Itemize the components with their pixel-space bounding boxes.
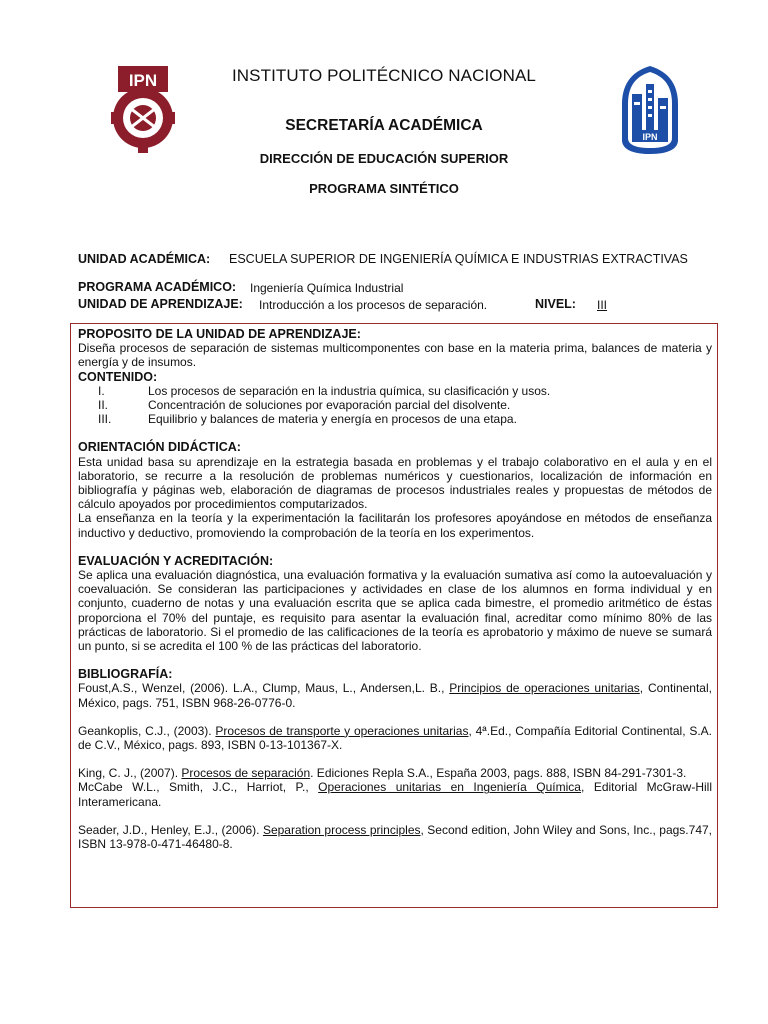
- bib-details: . Ediciones Repla S.A., España 2003, pags. 888, ISBN 84-291-7301-3.: [310, 766, 687, 781]
- programa-heading: PROGRAMA SINTÉTICO: [309, 181, 459, 196]
- unidad-aprendizaje-label: [78, 297, 243, 311]
- bib-authors: McCabe W.L., Smith, J.C., Harriot, P.,: [78, 780, 319, 795]
- list-item-text: Los procesos de separación en la industria química, su clasificación y usos.: [148, 383, 551, 398]
- orientacion-heading: ORIENTACIÓN DIDÁCTICA:: [78, 440, 241, 455]
- list-item: [78, 384, 712, 398]
- unidad-academica-label: UNIDAD ACADÉMICA:: [78, 252, 211, 266]
- institution-title: INSTITUTO POLITÉCNICO NACIONAL: [231, 66, 536, 85]
- proposito-text: Diseña procesos de separación de sistemas multicomponentes con base en la materia prima, balances de materia y energía y de insumos.: [78, 341, 712, 370]
- list-item-number: II.: [98, 398, 109, 413]
- orientacion-paragraph-2: La enseñanza en la teoría y la experimentación la facilitarán los profesores apoyándose en métodos de enseñanza inductivo y deductivo, promoviendo la comprobación de la teoría en los experimentos.: [78, 511, 712, 540]
- orientacion-paragraph-1: Esta unidad basa su aprendizaje en la estrategia basada en problemas y el trabajo colaborativo en el aula y en el laboratorio, se recurre a la resolución de problemas numéricos y cuestionarios, localización de información en bibliografía y páginas web, elaboración de diagramas de procesos industriales reales y propuestas de métodos de cálculo apoyados por procedimientos computarizados.: [78, 454, 712, 512]
- content-body: [78, 327, 712, 851]
- nivel-value: III: [597, 298, 608, 312]
- programa-academico-label-text: PROGRAMA ACADÉMICO:: [78, 280, 237, 294]
- bib-title: Operaciones unitarias en Ingeniería Química: [318, 780, 581, 795]
- list-item-text: Equilibrio y balances de materia y energía en procesos de una etapa.: [148, 412, 517, 427]
- bibliografia-heading: BIBLIOGRAFÍA:: [78, 667, 173, 682]
- bib-details: , Editorial McGraw-Hill Interamericana.: [78, 780, 712, 809]
- bib-authors: Foust,A.S., Wenzel, (2006). L.A., Clump, Maus, L., Andersen,L. B.,: [78, 681, 450, 696]
- programa-academico-label: [78, 280, 236, 294]
- bib-title: Procesos de transporte y operaciones unitarias: [215, 723, 469, 738]
- bibliography-entry-king: [78, 766, 712, 780]
- bib-details: , 4ª.Ed., Compañía Editorial Continental, S.A. de C.V., México, pags. 893, ISBN 0-13-101367-X.: [78, 723, 712, 753]
- bib-authors: King, C. J., (2007).: [78, 766, 182, 781]
- bib-title: Principios de operaciones unitarias: [449, 681, 640, 696]
- programa-academico-value: Ingeniería Química Industrial: [250, 281, 404, 295]
- list-item-text: Concentración de soluciones por evaporación parcial del disolvente.: [148, 398, 511, 413]
- contenido-list: [78, 384, 712, 427]
- unidad-academica-row: [78, 252, 210, 266]
- bibliography-entry-mccabe: [78, 780, 712, 808]
- bibliography-entry-geankoplis: [78, 724, 712, 752]
- esiqie-logo-text: IPN: [642, 132, 658, 142]
- bibliography-entry-seader: [78, 823, 712, 851]
- bib-details: , Second edition, John Wiley and Sons, Inc., pags.747, ISBN 13-978-0-471-46480-8.: [78, 822, 712, 852]
- bib-title: Procesos de separación: [181, 766, 311, 781]
- evaluacion-text: Se aplica una evaluación diagnóstica, una evaluación formativa y la evaluación sumativa así como la autoevaluación y coevaluación. Se consideran las participaciones y actividades en clase de los alumnos en forma individual y en conjunto, cuaderno de notas y una evaluación escrita que se aplica cada bimestre, el promedio aritmético de éstas proporciona el 70% del puntaje, es requisito para asentar la evaluación final, acreditar como mínimo 80% de las prácticas de laboratorio. Si el promedio de las calificaciones de la teoría es aprobatorio y máximo de nueve se sumará un punto, si se acredita el 100 % de las prácticas del laboratorio.: [78, 568, 712, 654]
- list-item-number: I.: [98, 383, 105, 398]
- bib-details: , Continental, México, pags. 751, ISBN 968-26-0776-0.: [78, 681, 712, 710]
- evaluacion-heading: EVALUACIÓN Y ACREDITACIÓN:: [78, 553, 274, 568]
- bib-title: Separation process principles: [262, 822, 421, 837]
- direccion-heading: DIRECCIÓN DE EDUCACIÓN SUPERIOR: [259, 151, 509, 166]
- ipn-logo-text: IPN: [128, 71, 158, 90]
- bib-authors: Geankoplis, C.J., (2003).: [78, 723, 216, 738]
- bib-authors: Seader, J.D., Henley, E.J., (2006).: [78, 822, 263, 837]
- list-item: [78, 412, 712, 426]
- bibliography-entry-foust: [78, 681, 712, 709]
- unidad-aprendizaje-value: Introducción a los procesos de separación.: [259, 298, 488, 312]
- contenido-heading: CONTENIDO:: [78, 369, 158, 384]
- proposito-heading: PROPOSITO DE LA UNIDAD DE APRENDIZAJE:: [78, 327, 361, 341]
- nivel-label: [535, 297, 576, 311]
- unidad-academica-value: ESCUELA SUPERIOR DE INGENIERÍA QUÍMICA E INDUSTRIAS EXTRACTIVAS: [229, 252, 688, 266]
- list-item: [78, 398, 712, 412]
- unidad-aprendizaje-label-text: UNIDAD DE APRENDIZAJE:: [78, 297, 243, 311]
- list-item-number: III.: [98, 412, 112, 427]
- secretaria-heading: SECRETARÍA ACADÉMICA: [285, 117, 483, 134]
- nivel-label-text: NIVEL:: [535, 297, 576, 311]
